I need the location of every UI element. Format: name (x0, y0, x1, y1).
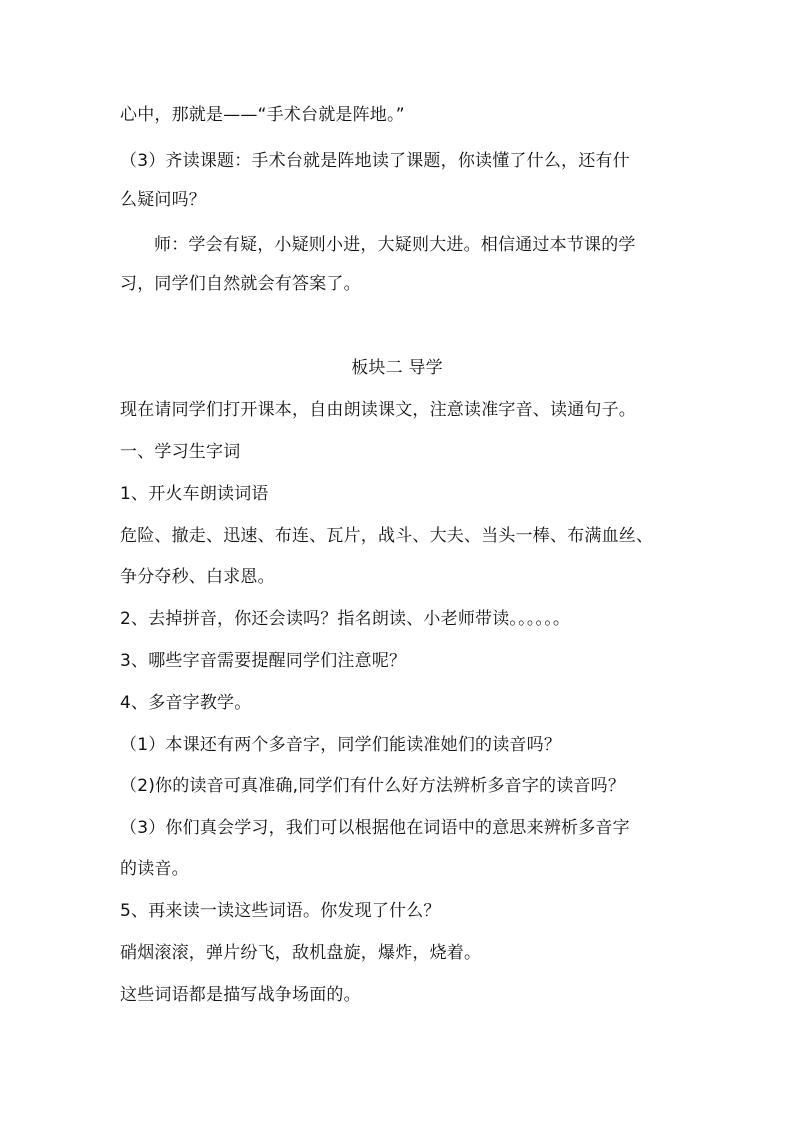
paragraph-line: 心中，那就是——“手术台就是阵地。” (120, 105, 405, 125)
paragraph-line: （3）齐读课题：手术台就是阵地读了课题，你读懂了什么，还有什 (120, 151, 630, 171)
list-subitem: （1）本课还有两个多音字，同学们能读准她们的读音吗？ (120, 735, 562, 755)
list-item: 4、多音字教学。 (120, 693, 252, 713)
paragraph-line: 习，同学们自然就会有答案了。 (120, 274, 361, 294)
paragraph-line: 现在请同学们打开课本，自由朗读课文，注意读准字音、读通句子。 (120, 400, 636, 420)
list-subitem: （3）你们真会学习，我们可以根据他在词语中的意思来辨析多音字 (120, 818, 630, 838)
list-item: 3、哪些字音需要提醒同学们注意呢？ (120, 651, 407, 671)
list-subitem: （2)你的读音可真准确,同学们有什么好方法辨析多音字的读音吗？ (120, 776, 626, 796)
paragraph-line: 这些词语都是描写战争场面的。 (120, 985, 361, 1005)
paragraph-line: 么疑问吗？ (120, 190, 206, 210)
list-item: 2、去掉拼音，你还会读吗？指名朗读、小老师带读。。。。。。 (120, 609, 571, 629)
list-heading: 一、学习生字词 (120, 442, 241, 462)
section-heading: 板块二 导学 (351, 358, 443, 378)
paragraph-line: 危险、撤走、迅速、布连、瓦片，战斗、大夫、当头一棒、布满血丝、 (120, 526, 654, 546)
list-item: 1、开火车朗读词语 (120, 484, 269, 504)
paragraph-line: 的读音。 (120, 859, 189, 879)
paragraph-line: 争分夺秒、白求恩。 (120, 567, 275, 587)
list-item: 5、再来读一读这些词语。你发现了什么？ (120, 901, 441, 921)
paragraph-line: 师：学会有疑，小疑则小进，大疑则大进。相信通过本节课的学 (154, 235, 636, 255)
paragraph-line: 硝烟滚滚，弹片纷飞，敌机盘旋，爆炸，烧着。 (120, 943, 482, 963)
